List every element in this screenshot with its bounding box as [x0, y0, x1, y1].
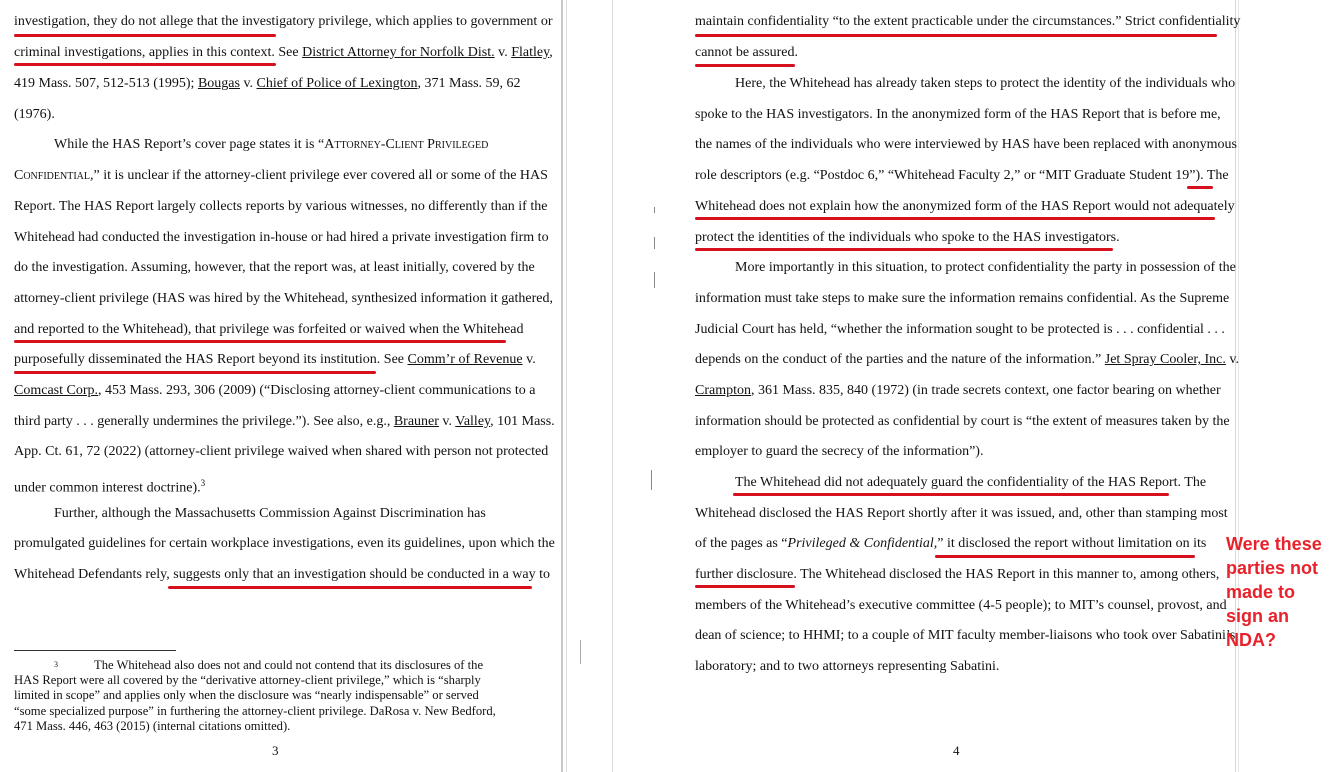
text-line: (1976). [14, 107, 55, 122]
text-line: Crampton, 361 Mass. 835, 840 (1972) (in trade secrets context, one factor bearing on whether [695, 383, 1221, 398]
text-line: investigation, they do not allege that the investigatory privilege, which applies to government or [14, 14, 553, 29]
text-line: spoke to the HAS investigators. In the anonymized form of the HAS Report that is before me, [695, 107, 1221, 122]
text-line: purposefully disseminated the HAS Report beyond its institution. See Comm’r of Revenue v. [14, 352, 536, 367]
margin-annotation: Were these parties not made to sign an NDA? [1226, 534, 1322, 650]
footnote-rule [14, 650, 176, 651]
text-line: and reported to the Whitehead), that privilege was forfeited or waived when the Whitehead [14, 322, 524, 337]
case-citation: Crampton [695, 383, 751, 398]
red-underline [14, 371, 376, 374]
text-line: dean of science; to HHMI; to a couple of MIT faculty member-liaisons who took over Sabatini’s [695, 628, 1236, 643]
page-divider [566, 0, 567, 772]
red-underline [1187, 186, 1213, 189]
text-line: maintain confidentiality “to the extent practicable under the circumstances.” Strict confidentiality [695, 14, 1241, 29]
text-line: under common interest doctrine).$^3$ [14, 478, 206, 496]
scan-mark [651, 470, 652, 490]
page-number: 4 [953, 743, 960, 758]
text-line: do the investigation. Assuming, however, that the report was, at least initially, covered by the [14, 260, 535, 275]
red-underline [695, 34, 1217, 37]
red-underline [935, 555, 1195, 558]
text-line: Whitehead disclosed the HAS Report shortly after it was issued, and, other than stamping most [695, 506, 1228, 521]
text-line: criminal investigations, applies in this context. See District Attorney for Norfolk Dist. v. Flatley, [14, 45, 553, 60]
text-line: the names of the individuals who were interviewed by HAS have been replaced with anonymous [695, 137, 1237, 152]
text-line: App. Ct. 61, 72 (2022) (attorney-client privilege waived when shared with person not protected [14, 444, 549, 459]
text-line: attorney-client privilege (HAS was hired by the Whitehead, synthesized information it gathered, [14, 291, 553, 306]
text-line: members of the Whitehead’s executive committee (4-5 people); to MIT’s counsel, provost, and [695, 598, 1227, 613]
text-line: information should be protected as confidential by court is “the extent of measures taken by the [695, 414, 1230, 429]
case-citation: Comcast Corp. [14, 383, 98, 398]
text-line: Whitehead had conducted the investigation in-house or had hired a private investigation firm to [14, 230, 549, 245]
text-line: Whitehead Defendants rely, suggests only that an investigation should be conducted in a way to [14, 567, 551, 582]
red-underline [168, 586, 532, 589]
case-citation: DaRosa [369, 704, 410, 718]
footnote-line: “some specialized purpose” in furthering the attorney-client privilege. DaRosa v. New Bedford, [14, 704, 496, 718]
scan-mark [654, 207, 655, 213]
case-citation: Bougas [197, 76, 240, 91]
footnote-line: The Whitehead also does not and could not contend that its disclosures of the [94, 658, 484, 672]
case-citation: Chief of Police of Lexington [256, 76, 418, 91]
text-line: The Whitehead did not adequately guard the confidentiality of the HAS Report. The [735, 475, 1207, 490]
text-line: Report. The HAS Report largely collects reports by various witnesses, no differently than if the [14, 199, 548, 214]
text-line: cannot be assured. [695, 45, 799, 60]
red-underline [14, 63, 276, 66]
case-citation: Brauner [393, 414, 439, 429]
text-line: More importantly in this situation, to protect confidentiality the party in possession of the [735, 260, 1236, 275]
footnote-marker: 3 [54, 660, 58, 669]
red-underline [695, 64, 795, 67]
text-line: further disclosure. The Whitehead disclosed the HAS Report in this manner to, among others, [695, 567, 1220, 582]
scan-mark [654, 237, 655, 249]
case-citation: Jet Spray Cooler, Inc. [1104, 352, 1226, 367]
text-line: depends on the conduct of the parties and the nature of the information.” Jet Spray Cooler, Inc. v. [695, 352, 1239, 367]
case-citation: District Attorney for Norfolk Dist. [302, 45, 495, 60]
page-divider [561, 0, 563, 772]
red-underline [14, 340, 506, 343]
text-line: of the pages as “Privileged & Confidential,” it disclosed the report without limitation on its [695, 536, 1207, 551]
text-line: role descriptors (e.g. “Postdoc 6,” “Whitehead Faculty 2,” or “MIT Graduate Student 19”). The [695, 168, 1229, 183]
red-underline [14, 34, 276, 37]
footnote-line: 471 Mass. 446, 463 (2015) (internal citations omitted). [14, 719, 291, 733]
page-edge [1235, 0, 1236, 772]
page-edge [1238, 0, 1239, 772]
text-line: promulgated guidelines for certain workplace investigations, even its guidelines, upon which the [14, 536, 555, 551]
case-citation: Flatley [511, 45, 550, 60]
case-citation: New Bedford [424, 704, 493, 718]
text-line: Comcast Corp., 453 Mass. 293, 306 (2009) (“Disclosing attorney-client communications to a [14, 383, 536, 398]
text-line: Further, although the Massachusetts Commission Against Discrimination has [54, 506, 486, 521]
text-line: information must take steps to make sure the information remains confidential. As the Supreme [695, 291, 1230, 306]
red-underline [733, 493, 1169, 496]
red-underline [695, 585, 795, 588]
text-line: laboratory; and to two attorneys representing Sabatini. [695, 659, 1000, 674]
case-citation: Valley [455, 414, 491, 429]
page-divider [612, 0, 613, 772]
scan-mark [654, 272, 655, 288]
text-line: Confidential,” it is unclear if the attorney-client privilege ever covered all or some of the HAS [14, 168, 548, 183]
text-line: While the HAS Report’s cover page states it is “Attorney-Client Privileged [54, 137, 489, 152]
text-line: 419 Mass. 507, 512-513 (1995); Bougas v. Chief of Police of Lexington, 371 Mass. 59, 62 [14, 76, 521, 91]
text-line: Judicial Court has held, “whether the information sought to be protected is . . . confidential . . . [695, 322, 1225, 337]
text-line: employer to guard the secrecy of the information”). [695, 444, 984, 459]
text-line: Here, the Whitehead has already taken steps to protect the identity of the individuals who [735, 76, 1236, 91]
footnote-line: HAS Report were all covered by the “derivative attorney-client privilege,” which is “sharply [14, 673, 481, 687]
scan-mark [580, 640, 581, 664]
red-underline [695, 248, 1113, 251]
footnote-line: limited in scope” and applies only when the disclosure was “nearly indispensable” or served [14, 688, 479, 702]
text-line: Whitehead does not explain how the anonymized form of the HAS Report would not adequately [695, 199, 1235, 214]
text-line: protect the identities of the individuals who spoke to the HAS investigators. [695, 230, 1120, 245]
footnote-ref: 3 [200, 478, 206, 488]
case-citation: Comm’r of Revenue [407, 352, 523, 367]
red-underline [695, 217, 1215, 220]
text-line: third party . . . generally undermines the privilege.”). See also, e.g., Brauner v. Valley, 101 Mass. [14, 414, 555, 429]
page-number: 3 [272, 743, 279, 758]
